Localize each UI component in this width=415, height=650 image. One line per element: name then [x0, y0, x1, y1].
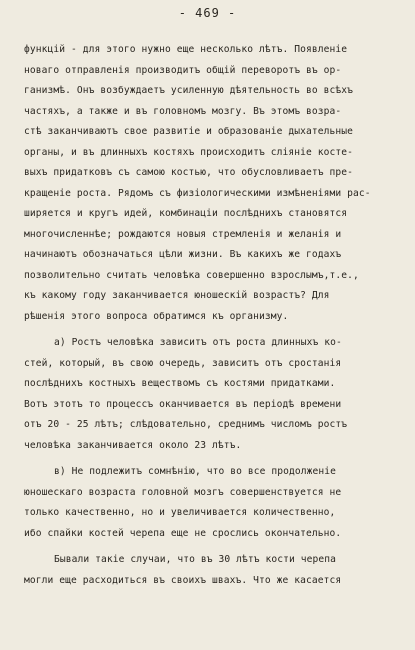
text-line: Бывали такіе случаи, что въ 30 лѣтъ кости черепа — [54, 554, 337, 565]
text-line: стей, который, въ свою очередь, зависитъ отъ сростанія — [24, 357, 342, 369]
text-line: ганизмѣ. Онъ возбуждаетъ усиленную дѣятельность во всѣхъ — [24, 85, 354, 96]
text-line: юношескаго возраста головной мозгъ совершенствуется не — [24, 486, 342, 498]
text-line: кращеніе роста. Рядомъ съ физіологическими измѣненіями рас- — [24, 187, 371, 199]
text-line: в) Не подлежитъ сомнѣнію, что во все продолженіе — [54, 466, 337, 477]
text-line: къ какому году заканчивается юношескій возрастъ? Для — [24, 290, 330, 301]
text-line: ширяется и кругъ идей, комбинаціи послѣднихъ становятся — [24, 208, 348, 219]
text-line: Вотъ этотъ то процессъ оканчивается въ періодѣ времени — [24, 398, 342, 410]
text-line: функцій - для этого нужно еще несколько лѣтъ. Появленіе — [24, 44, 348, 55]
body-text — [24, 40, 396, 591]
text-line: новаго отправленія производитъ общій переворотъ въ ор- — [24, 64, 342, 76]
page-number: - 469 - — [178, 6, 237, 20]
text-line: выхъ придатковъ съ самою костью, что обусловливаетъ пре- — [24, 167, 354, 178]
text-line: начинаютъ обозначаться цѣли жизни. Въ какихъ же годахъ — [24, 249, 342, 260]
text-line: рѣшенія этого вопроса обратимся къ организму. — [24, 310, 289, 322]
text-line: послѣднихъ костныхъ веществомъ съ костями придатками. — [24, 378, 336, 389]
text-line: человѣка заканчивается около 23 лѣтъ. — [24, 439, 242, 451]
text-line: только качественно, но и увеличивается количественно, — [24, 507, 336, 518]
text-line: ибо спайки костей черепа еще не срослись окончательно. — [24, 527, 342, 539]
text-line: а) Ростъ человѣка зависитъ отъ роста длинныхъ ко- — [54, 337, 342, 348]
text-line: многочисленнѣе; рождаются новыя стремленія и желанія и — [24, 228, 342, 240]
text-line: органы, и въ длинныхъ костяхъ происходитъ сліяніе косте- — [24, 146, 354, 158]
text-line: позволительно считать человѣка совершенно взрослымъ,т.е., — [24, 269, 359, 281]
text-line: отъ 20 - 25 лѣтъ; слѣдовательно, среднимъ числомъ ростъ — [24, 419, 348, 430]
text-line: могли еще расходиться въ своихъ швахъ. Что же касается — [24, 574, 342, 586]
text-line: стѣ заканчиваютъ свое развитіе и образованіе дыхательные — [24, 126, 354, 137]
text-line: частяхъ, а также и въ головномъ мозгу. Въ этомъ возра- — [24, 105, 342, 117]
